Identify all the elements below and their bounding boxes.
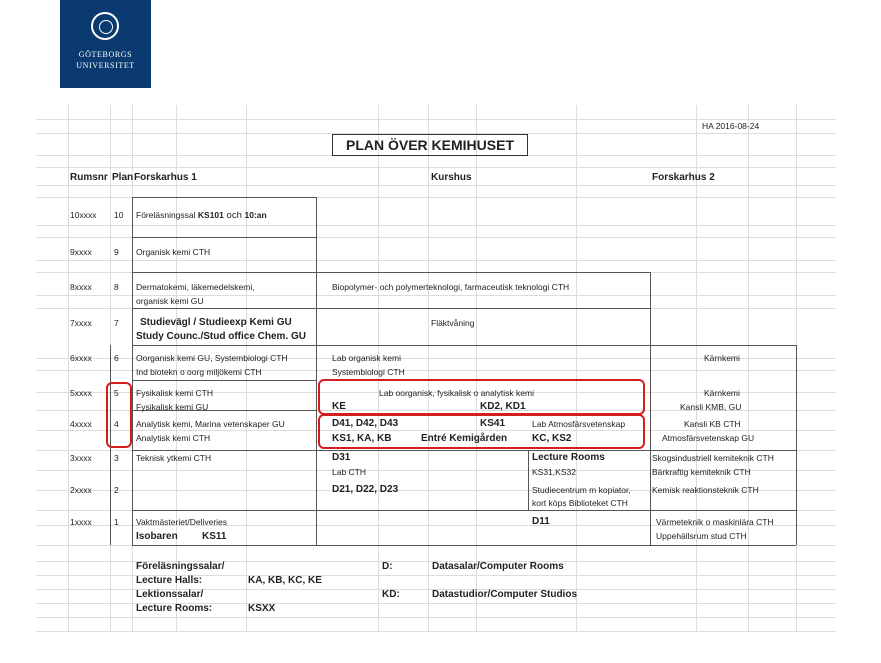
university-seal-icon (91, 12, 119, 40)
legend-lecture-rooms: Lecture Rooms: (136, 603, 213, 614)
header-kurshus: Kurshus (431, 172, 472, 183)
floor-3-kurshus-d31: D31 (332, 452, 351, 463)
floor-6-plan: 6 (114, 353, 119, 363)
floor-10-plan: 10 (114, 210, 124, 220)
floor-3-forskarhus-1: Teknisk ytkemi CTH (136, 453, 212, 463)
floor-4-kurshus-highlight (318, 414, 645, 449)
floor-8-plan: 8 (114, 282, 119, 292)
floor-8-forskarhus-1-line-2: organisk kemi GU (136, 296, 204, 306)
legend-forelasningssalar: Föreläsningssalar/ (136, 561, 225, 572)
floor-4-forskarhus-2-line-1: Kansli KB CTH (684, 419, 741, 429)
floor-3-forskarhus-2-line-2: Bärkraftig kemiteknik CTH (652, 467, 751, 477)
floor-9-rumsnr: 9xxxx (70, 247, 92, 257)
floor-5-kurshus-kd: KD2, KD1 (480, 401, 526, 412)
floor-1-ks11: KS11 (202, 531, 227, 542)
floor-6-forskarhus-2: Kärnkemi (704, 353, 740, 363)
floor-9-plan: 9 (114, 247, 119, 257)
floor-3-forskarhus-2-line-1: Skogsindustriell kemiteknik CTH (652, 453, 774, 463)
floor-1-forskarhus-2-line-2: Uppehällsrum stud CTH (656, 531, 747, 541)
floor-5-forskarhus-2-line-2: Kansli KMB, GU (680, 402, 742, 412)
floor-4-forskarhus-1-line-2: Analytisk kemi CTH (136, 433, 211, 443)
floor-8-rumsnr: 8xxxx (70, 282, 92, 292)
plan-4-5-highlight (106, 382, 132, 448)
floor-4-forskarhus-1-line-1: Analytisk kemi, Marina vetenskaper GU (136, 419, 285, 429)
floor-4-kurshus-lab: Lab Atmosfärsvetenskap (532, 419, 626, 429)
floor-5-kurshus-ke: KE (332, 401, 346, 412)
floor-4-rumsnr: 4xxxx (70, 419, 92, 429)
floor-5-rumsnr: 5xxxx (70, 388, 92, 398)
floor-9-forskarhus-1: Organisk kemi CTH (136, 247, 211, 257)
floor-4-plan: 4 (114, 419, 119, 429)
legend-d-value: Datasalar/Computer Rooms (432, 561, 564, 572)
floor-1-forskarhus-2-line-1: Värmeteknik o maskinlära CTH (656, 517, 774, 527)
floor-4-kurshus-ks1: KS1, KA, KB (332, 433, 392, 444)
floor-3-rumsnr: 3xxxx (70, 453, 92, 463)
legend-d-key: D: (382, 561, 393, 572)
floor-8-kurshus: Biopolymer- och polymerteknologi, farmaceutisk teknologi CTH (332, 282, 570, 292)
floor-8-forskarhus-1-line-1: Dermatokemi, läkemedelskemi, (136, 282, 255, 292)
legend-kd-key: KD: (382, 589, 400, 600)
floor-7-rumsnr: 7xxxx (70, 318, 92, 328)
floor-3-kurshus-lab: Lab CTH (332, 467, 367, 477)
floor-4-forskarhus-2-line-2: Atmosfärsvetenskap GU (662, 433, 755, 443)
header-plan: Plan (112, 172, 134, 183)
floor-5-forskarhus-2-line-1: Kärnkemi (704, 388, 740, 398)
floor-3-lecture-rooms: Lecture Rooms (532, 452, 605, 463)
floor-2-kurshus-d2: D21, D22, D23 (332, 484, 399, 495)
floor-7-plan: 7 (114, 318, 119, 328)
floor-10-forskarhus-1: Föreläsningssal KS101 och 10:an (136, 210, 267, 221)
header-forskarhus-1: Forskarhus 1 (134, 172, 197, 183)
floor-6-kurshus-line-1: Lab organisk kemi (332, 353, 401, 363)
floor-5-forskarhus-1-line-1: Fysikalisk kemi CTH (136, 388, 213, 398)
legend-lecture-halls-value: KA, KB, KC, KE (248, 575, 322, 586)
floor-7-forskarhus-1-line-1: Studievägl / Studieexp Kemi GU (140, 317, 292, 328)
floor-4-entrance: Entré Kemigården (421, 433, 508, 444)
floor-4-kurshus-d4: D41, D42, D43 (332, 418, 399, 429)
floor-1-forskarhus-1-line-1: Vaktmästeriet/Deliveries (136, 517, 228, 527)
floor-1-kurshus-d11: D11 (532, 516, 550, 527)
floor-5-kurshus-highlight (318, 379, 645, 415)
floor-6-kurshus-line-2: Systembiologi CTH (332, 367, 405, 377)
plan-title: PLAN ÖVER KEMIHUSET (332, 134, 528, 156)
floor-1-isobaren: Isobaren (136, 531, 178, 542)
floor-7-kurshus: Fläktvåning (431, 318, 475, 328)
header-rumsnr: Rumsnr (70, 172, 108, 183)
header-forskarhus-2: Forskarhus 2 (652, 172, 715, 183)
floor-plan-sheet (36, 105, 836, 625)
floor-1-rumsnr: 1xxxx (70, 517, 92, 527)
floor-5-forskarhus-1-line-2: Fysikalisk kemi GU (136, 402, 209, 412)
floor-3-kurshus-ks31: KS31,KS32 (532, 467, 576, 477)
university-logo (60, 0, 151, 88)
floor-5-kurshus-line-1: Lab oorganisk, fysikalisk o analytisk kemi (379, 388, 534, 398)
floor-7-forskarhus-1-line-2: Study Counc./Stud office Chem. GU (136, 331, 307, 342)
floor-4-kurshus-ks41: KS41 (480, 418, 506, 429)
legend-kd-value: Datastudior/Computer Studios (432, 589, 578, 600)
floor-2-plan: 2 (114, 485, 119, 495)
date-stamp: HA 2016-08-24 (702, 121, 760, 131)
floor-6-forskarhus-1-line-1: Oorganisk kemi GU, Systembiologi CTH (136, 353, 288, 363)
floor-3-plan: 3 (114, 453, 119, 463)
floor-2-studiecentrum-line-1: Studiecentrum m kopiator, (532, 485, 631, 495)
legend-lecture-halls: Lecture Halls: (136, 575, 203, 586)
floor-4-kurshus-kc: KC, KS2 (532, 433, 572, 444)
legend-lecture-rooms-value: KSXX (248, 603, 276, 614)
floor-5-plan: 5 (114, 388, 119, 398)
floor-2-studiecentrum-line-2: kort köps Biblioteket CTH (532, 498, 628, 508)
floor-1-plan: 1 (114, 517, 119, 527)
floor-10-rumsnr: 10xxxx (70, 210, 97, 220)
logo-line-1: GÖTEBORGS (78, 50, 133, 59)
logo-line-2: UNIVERSITET (76, 61, 135, 70)
floor-2-forskarhus-2: Kemisk reaktionsteknik CTH (652, 485, 759, 495)
legend-lektionssalar: Lektionssalar/ (136, 589, 204, 600)
floor-2-rumsnr: 2xxxx (70, 485, 92, 495)
floor-6-forskarhus-1-line-2: Ind biotekn o oorg miljökemi CTH (136, 367, 262, 377)
floor-6-rumsnr: 6xxxx (70, 353, 92, 363)
